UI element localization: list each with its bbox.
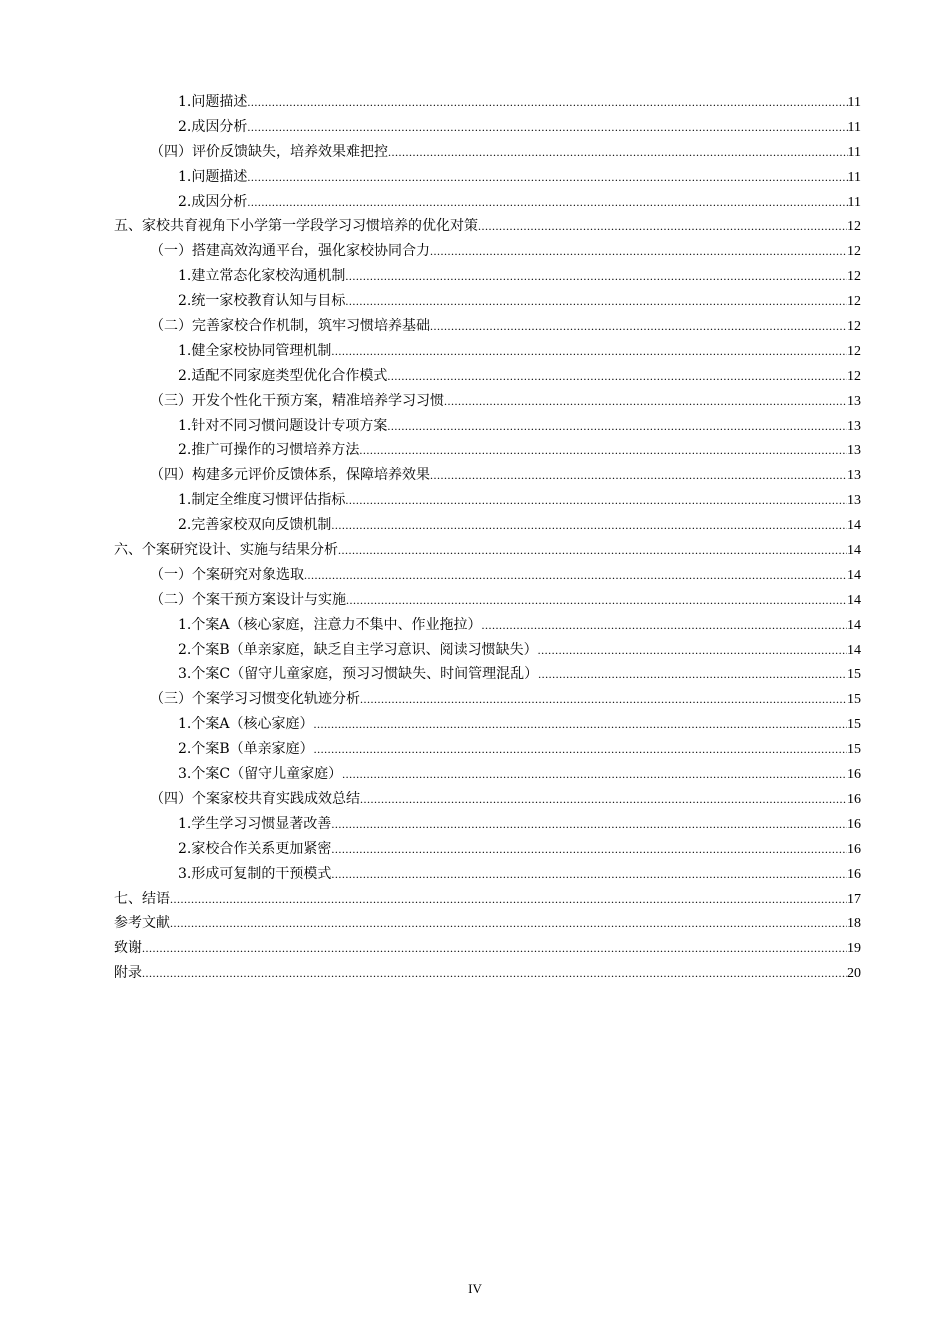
toc-leader-dots	[481, 613, 847, 638]
toc-entry[interactable]	[114, 364, 861, 389]
toc-entry-page: 14	[847, 543, 861, 559]
toc-entry[interactable]	[114, 737, 861, 762]
toc-leader-dots	[478, 214, 847, 239]
toc-entry-title: 五、家校共育视角下小学第一学段学习习惯培养的优化对策	[114, 218, 478, 235]
toc-leader-dots	[360, 687, 847, 712]
toc-entry[interactable]	[114, 812, 861, 837]
toc-entry-page: 14	[847, 617, 861, 633]
toc-entry[interactable]	[114, 414, 861, 439]
toc-entry-page: 16	[847, 841, 861, 857]
toc-entry-page: 13	[847, 493, 861, 509]
toc-entry-title: 2.成因分析	[178, 193, 248, 210]
toc-entry-page: 13	[847, 418, 861, 434]
toc-entry-title: 2.个案B（单亲家庭）	[178, 741, 314, 758]
toc-entry-title: （一）搭建高效沟通平台，强化家校协同合力	[150, 243, 430, 260]
toc-entry-title: 1.个案A（核心家庭，注意力不集中、作业拖拉）	[178, 616, 482, 633]
toc-entry-page: 16	[847, 791, 861, 807]
toc-entry[interactable]	[114, 762, 861, 787]
toc-entry-page: 14	[847, 567, 861, 583]
toc-entry[interactable]	[114, 662, 861, 687]
toc-entry[interactable]	[114, 389, 861, 414]
toc-entry[interactable]	[114, 239, 861, 264]
toc-leader-dots	[331, 513, 847, 538]
toc-entry[interactable]	[114, 613, 861, 638]
toc-leader-dots	[387, 364, 847, 389]
toc-entry-page: 15	[847, 742, 861, 758]
toc-entry[interactable]	[114, 190, 861, 215]
toc-leader-dots	[538, 662, 847, 687]
toc-entry-title: 2.成因分析	[178, 118, 248, 135]
toc-entry-title: 1.问题描述	[178, 168, 248, 185]
toc-entry-page: 16	[847, 816, 861, 832]
toc-leader-dots	[314, 737, 847, 762]
toc-entry[interactable]	[114, 961, 861, 986]
toc-entry-title: 七、结语	[114, 890, 170, 907]
toc-entry-title: 致谢	[114, 940, 142, 957]
toc-entry-page: 11	[847, 169, 861, 185]
toc-entry-title: 1.问题描述	[178, 94, 248, 110]
toc-leader-dots	[247, 90, 847, 115]
toc-entry-page: 18	[847, 916, 861, 932]
toc-leader-dots	[142, 961, 847, 986]
toc-entry[interactable]	[114, 712, 861, 737]
toc-leader-dots	[331, 339, 847, 364]
toc-leader-dots	[142, 936, 847, 961]
table-of-contents	[114, 90, 861, 986]
toc-entry-title: 2.家校合作关系更加紧密	[178, 840, 332, 857]
toc-entry-title: 1.学生学习习惯显著改善	[178, 815, 332, 832]
toc-entry-page: 11	[847, 95, 861, 110]
toc-entry[interactable]	[114, 115, 861, 140]
toc-entry-page: 19	[847, 941, 861, 957]
toc-entry-page: 15	[847, 692, 861, 708]
toc-entry-title: 2.完善家校双向反馈机制	[178, 517, 332, 534]
toc-entry-page: 12	[847, 319, 861, 335]
toc-entry[interactable]	[114, 936, 861, 961]
toc-leader-dots	[346, 588, 847, 613]
toc-entry[interactable]	[114, 837, 861, 862]
toc-leader-dots	[247, 190, 847, 215]
toc-entry-page: 20	[847, 966, 861, 982]
toc-entry-title: 1.个案A（核心家庭）	[178, 716, 314, 733]
toc-leader-dots	[345, 488, 847, 513]
toc-entry[interactable]	[114, 264, 861, 289]
toc-leader-dots	[331, 837, 847, 862]
toc-entry-page: 15	[847, 667, 861, 683]
toc-entry[interactable]	[114, 289, 861, 314]
toc-entry-title: 2.统一家校教育认知与目标	[178, 293, 346, 310]
toc-leader-dots	[170, 911, 847, 936]
toc-entry[interactable]	[114, 513, 861, 538]
toc-entry[interactable]	[114, 588, 861, 613]
toc-entry-title: （三）开发个性化干预方案，精准培养学习习惯	[150, 392, 444, 409]
toc-leader-dots	[338, 538, 847, 563]
toc-entry[interactable]	[114, 165, 861, 190]
toc-entry-page: 12	[847, 219, 861, 235]
toc-entry-page: 11	[847, 194, 861, 210]
toc-entry-title: （三）个案学习习惯变化轨迹分析	[150, 691, 360, 708]
toc-entry[interactable]	[114, 911, 861, 936]
toc-leader-dots	[359, 438, 847, 463]
toc-leader-dots	[313, 712, 847, 737]
toc-entry-page: 12	[847, 368, 861, 384]
toc-entry-title: 1.建立常态化家校沟通机制	[178, 268, 346, 285]
toc-entry-title: （四）评价反馈缺失，培养效果难把控	[150, 143, 388, 160]
toc-entry-title: 3.个案C（留守儿童家庭，预习习惯缺失、时间管理混乱）	[178, 666, 539, 683]
toc-entry[interactable]	[114, 638, 861, 663]
toc-entry-page: 11	[847, 144, 861, 160]
toc-entry-title: 1.制定全维度习惯评估指标	[178, 492, 346, 509]
toc-entry-title: 六、个案研究设计、实施与结果分析	[114, 542, 338, 559]
toc-entry-page: 14	[847, 642, 861, 658]
toc-entry-title: （二）完善家校合作机制，筑牢习惯培养基础	[150, 318, 430, 335]
toc-entry[interactable]	[114, 140, 861, 165]
toc-entry-page: 12	[847, 269, 861, 285]
toc-entry[interactable]	[114, 463, 861, 488]
toc-entry-title: （四）构建多元评价反馈体系，保障培养效果	[150, 467, 430, 484]
toc-entry-page: 15	[847, 717, 861, 733]
toc-entry[interactable]	[114, 887, 861, 912]
toc-entry[interactable]	[114, 90, 861, 115]
toc-entry-title: 1.健全家校协同管理机制	[178, 342, 332, 359]
toc-leader-dots	[247, 165, 847, 190]
toc-entry-page: 13	[847, 468, 861, 484]
toc-leader-dots	[247, 115, 847, 140]
toc-leader-dots	[331, 862, 847, 887]
toc-entry[interactable]	[114, 862, 861, 887]
toc-leader-dots	[430, 463, 847, 488]
toc-entry-title: （一）个案研究对象选取	[150, 566, 304, 583]
toc-leader-dots	[304, 563, 847, 588]
toc-entry-title: 2.推广可操作的习惯培养方法	[178, 442, 360, 459]
toc-entry-title: 附录	[114, 965, 142, 982]
toc-entry-page: 12	[847, 294, 861, 310]
toc-entry-page: 16	[847, 767, 861, 783]
toc-entry-page: 13	[847, 443, 861, 459]
toc-entry-title: （二）个案干预方案设计与实施	[150, 591, 346, 608]
toc-entry-page: 12	[847, 244, 861, 260]
toc-entry-title: （四）个案家校共育实践成效总结	[150, 790, 360, 807]
toc-leader-dots	[360, 787, 847, 812]
toc-entry-title: 1.针对不同习惯问题设计专项方案	[178, 417, 388, 434]
toc-entry-title: 2.个案B（单亲家庭，缺乏自主学习意识、阅读习惯缺失）	[178, 641, 538, 658]
toc-entry[interactable]	[114, 787, 861, 812]
toc-leader-dots	[331, 812, 847, 837]
toc-entry[interactable]	[114, 563, 861, 588]
toc-leader-dots	[170, 887, 847, 912]
toc-leader-dots	[444, 389, 847, 414]
toc-entry[interactable]	[114, 438, 861, 463]
toc-leader-dots	[430, 314, 847, 339]
toc-entry[interactable]	[114, 214, 861, 239]
toc-entry[interactable]	[114, 488, 861, 513]
toc-entry-title: 2.适配不同家庭类型优化合作模式	[178, 367, 388, 384]
toc-entry-page: 14	[847, 592, 861, 608]
toc-leader-dots	[538, 638, 847, 663]
toc-entry[interactable]	[114, 339, 861, 364]
toc-entry-page: 17	[847, 891, 861, 907]
toc-leader-dots	[388, 140, 848, 165]
toc-entry[interactable]	[114, 687, 861, 712]
toc-entry-page: 12	[847, 343, 861, 359]
toc-leader-dots	[345, 289, 847, 314]
toc-entry-title: 3.形成可复制的干预模式	[178, 865, 332, 882]
toc-entry[interactable]	[114, 314, 861, 339]
page-number-footer: IV	[468, 1281, 482, 1296]
toc-entry-title: 3.个案C（留守儿童家庭）	[178, 766, 343, 783]
toc-leader-dots	[387, 414, 847, 439]
toc-leader-dots	[430, 239, 847, 264]
toc-leader-dots	[345, 264, 847, 289]
toc-entry-title: 参考文献	[114, 915, 170, 932]
toc-entry[interactable]	[114, 538, 861, 563]
toc-leader-dots	[342, 762, 847, 787]
toc-entry-page: 13	[847, 393, 861, 409]
toc-entry-page: 11	[847, 119, 861, 135]
toc-entry-page: 16	[847, 866, 861, 882]
toc-entry-page: 14	[847, 518, 861, 534]
